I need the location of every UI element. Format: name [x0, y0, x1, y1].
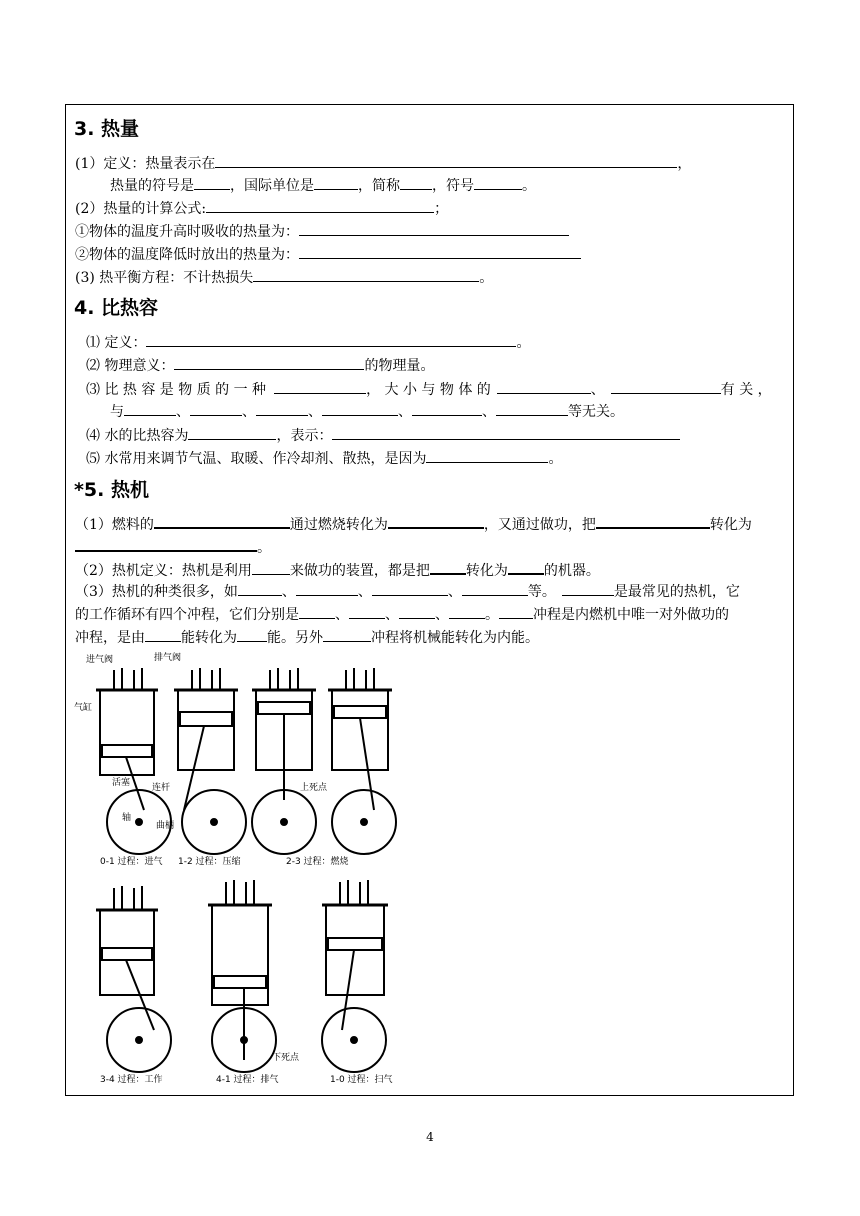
text: 、 [281, 584, 296, 600]
text: 等。 [527, 584, 556, 600]
blank[interactable] [174, 356, 364, 370]
sec3-line-1 [75, 154, 691, 173]
blank[interactable] [124, 402, 176, 416]
text: （2）热机定义：热机是利用 [75, 563, 252, 579]
text: ， 大 小 与 物 体 的 [366, 382, 491, 398]
text: 通过燃烧转化为 [289, 517, 388, 533]
text: 、 [176, 404, 190, 420]
sec3-line-3 [75, 199, 448, 218]
blank[interactable] [562, 582, 614, 596]
caption-5: 1-0 过程：扫气 [330, 1075, 393, 1085]
text: ； [434, 201, 449, 217]
text: ⑵ 物理意义： [86, 358, 175, 374]
label-exhaust-valve: 排气阀 [154, 653, 182, 663]
sec5-line-6 [75, 628, 539, 647]
blank[interactable] [188, 426, 276, 440]
blank[interactable] [400, 176, 432, 190]
blank[interactable] [496, 402, 568, 416]
blank[interactable] [596, 514, 710, 529]
blank[interactable] [399, 605, 435, 619]
blank[interactable] [194, 176, 230, 190]
sec5-line-2 [75, 537, 271, 557]
text: 、 [435, 607, 449, 623]
text: 、 [335, 607, 349, 623]
blank[interactable] [314, 176, 358, 190]
text: 、 [385, 607, 399, 623]
section-3-title: 3. 热量 [74, 118, 140, 140]
blank[interactable] [426, 449, 548, 463]
blank[interactable] [206, 199, 434, 213]
blank[interactable] [388, 514, 484, 529]
text: （1）燃料的 [75, 517, 154, 533]
blank[interactable] [238, 582, 282, 596]
blank[interactable] [299, 222, 569, 236]
sec5-line-5 [75, 605, 729, 624]
text: ，国际单位是 [230, 178, 314, 194]
blank[interactable] [462, 582, 528, 596]
sec5-line-4 [75, 582, 740, 601]
sec4-line-4 [110, 402, 624, 421]
sec4-line-6 [86, 449, 562, 468]
blank[interactable] [349, 605, 385, 619]
text: 、 [590, 382, 605, 398]
text: ，表示： [276, 428, 333, 444]
text: (1）定义：热量表示在 [75, 156, 216, 172]
blank[interactable] [474, 176, 522, 190]
text: 的物理量。 [364, 358, 435, 374]
blank[interactable] [256, 402, 308, 416]
blank[interactable] [508, 560, 544, 575]
text: ⑴ 定义： [86, 335, 147, 351]
caption-2: 2-3 过程：燃烧 [286, 857, 349, 867]
text: 、 [447, 584, 462, 600]
blank[interactable] [372, 582, 448, 596]
caption-0: 0-1 过程：进气 [100, 857, 163, 867]
sec3-line-2 [110, 176, 536, 195]
text: 有 关 ， [720, 382, 772, 398]
text: (2）热量的计算公式: [75, 201, 207, 217]
sec4-line-1 [86, 333, 530, 352]
blank[interactable] [190, 402, 242, 416]
label-crank: 曲柄 [156, 821, 175, 831]
text: 、 [398, 404, 412, 420]
page-number: 4 [426, 1130, 434, 1144]
blank[interactable] [154, 514, 290, 529]
label-intake-valve: 进气阀 [86, 655, 114, 665]
blank[interactable] [253, 268, 479, 282]
caption-1: 1-2 过程：压缩 [178, 857, 241, 867]
engine-scavenging [322, 880, 388, 1072]
text: 转化为 [465, 563, 508, 579]
text: 能。另外 [267, 630, 323, 646]
engine-exhaust [208, 880, 276, 1072]
blank[interactable] [299, 605, 335, 619]
label-cylinder: 气缸 [74, 703, 93, 713]
text: 冲程将机械能转化为内能。 [371, 630, 539, 646]
blank[interactable] [299, 245, 581, 259]
engine-combustion [252, 668, 316, 854]
blank[interactable] [611, 380, 721, 394]
blank[interactable] [323, 628, 371, 642]
text: 热量的符号是 [110, 178, 194, 194]
section-4-title: 4. 比热容 [74, 297, 159, 319]
engine-compression [174, 668, 246, 854]
text: （3）热机的种类很多，如 [75, 584, 238, 600]
text: 的工作循环有四个冲程，它们分别是 [75, 607, 299, 623]
blank[interactable] [499, 605, 533, 619]
caption-3: 3-4 过程：工作 [100, 1075, 163, 1085]
sec4-line-3 [86, 380, 772, 399]
label-tdc: 上死点 [300, 783, 328, 793]
text: ①物体的温度升高时吸收的热量为： [75, 224, 299, 240]
text: 冲程，是由 [75, 630, 145, 646]
blank[interactable] [75, 537, 257, 552]
text: 能转化为 [181, 630, 237, 646]
text: ⑸ 水常用来调节气温、取暖、作冷却剂、散热，是因为 [86, 451, 427, 467]
text: 、 [308, 404, 322, 420]
text: 来做功的装置，都是把 [289, 563, 430, 579]
text: 转化为 [709, 517, 752, 533]
blank[interactable] [430, 560, 466, 575]
text: 。 [257, 540, 271, 556]
text: ②物体的温度降低时放出的热量为： [75, 247, 299, 263]
text: ，符号 [432, 178, 474, 194]
text: 冲程是内燃机中唯一对外做功的 [533, 607, 729, 623]
text: 。 [522, 178, 536, 194]
text: 是最常见的热机，它 [613, 584, 740, 600]
text: 。 [516, 335, 531, 351]
engine-working [96, 886, 171, 1072]
text: ，简称 [358, 178, 400, 194]
label-axle: 轴 [122, 813, 132, 823]
text: 。 [548, 451, 563, 467]
sec3-line-6 [75, 268, 493, 287]
text: 、 [242, 404, 256, 420]
text: 的机器。 [543, 563, 600, 579]
engine-power [328, 668, 396, 854]
blank[interactable] [322, 402, 398, 416]
sec5-line-3 [75, 560, 600, 580]
text: 、 [357, 584, 372, 600]
text: 与 [110, 404, 124, 420]
caption-4: 4-1 过程：排气 [216, 1075, 279, 1085]
label-bdc: 下死点 [272, 1053, 300, 1063]
text: 等无关。 [568, 404, 624, 420]
text: 。 [479, 270, 494, 286]
blank[interactable] [332, 426, 680, 440]
text: ，又通过做功，把 [483, 517, 596, 533]
four-stroke-engine-figure [74, 650, 414, 1090]
blank[interactable] [497, 380, 591, 394]
text: ⑶ 比 热 容 是 物 质 的 一 种 [86, 382, 267, 398]
blank[interactable] [215, 154, 677, 168]
blank[interactable] [146, 333, 516, 347]
section-5-title: *5. 热机 [74, 479, 149, 501]
text: ， [677, 156, 692, 172]
label-rod: 连杆 [152, 783, 171, 793]
text: ⑷ 水的比热容为 [86, 428, 189, 444]
blank[interactable] [449, 605, 485, 619]
blank[interactable] [237, 628, 267, 642]
text: (3) 热平衡方程：不计热损失 [75, 270, 254, 286]
label-piston: 活塞 [112, 778, 131, 788]
text: 、 [482, 404, 496, 420]
sec4-line-5 [86, 426, 680, 445]
blank[interactable] [412, 402, 482, 416]
blank[interactable] [252, 561, 290, 575]
sec3-line-5 [75, 245, 581, 264]
text: 。 [485, 607, 499, 623]
blank[interactable] [274, 380, 366, 394]
sec5-line-1 [75, 514, 752, 534]
blank[interactable] [296, 582, 358, 596]
sec3-line-4 [75, 222, 569, 241]
sec4-line-2 [86, 356, 434, 375]
blank[interactable] [145, 628, 181, 642]
